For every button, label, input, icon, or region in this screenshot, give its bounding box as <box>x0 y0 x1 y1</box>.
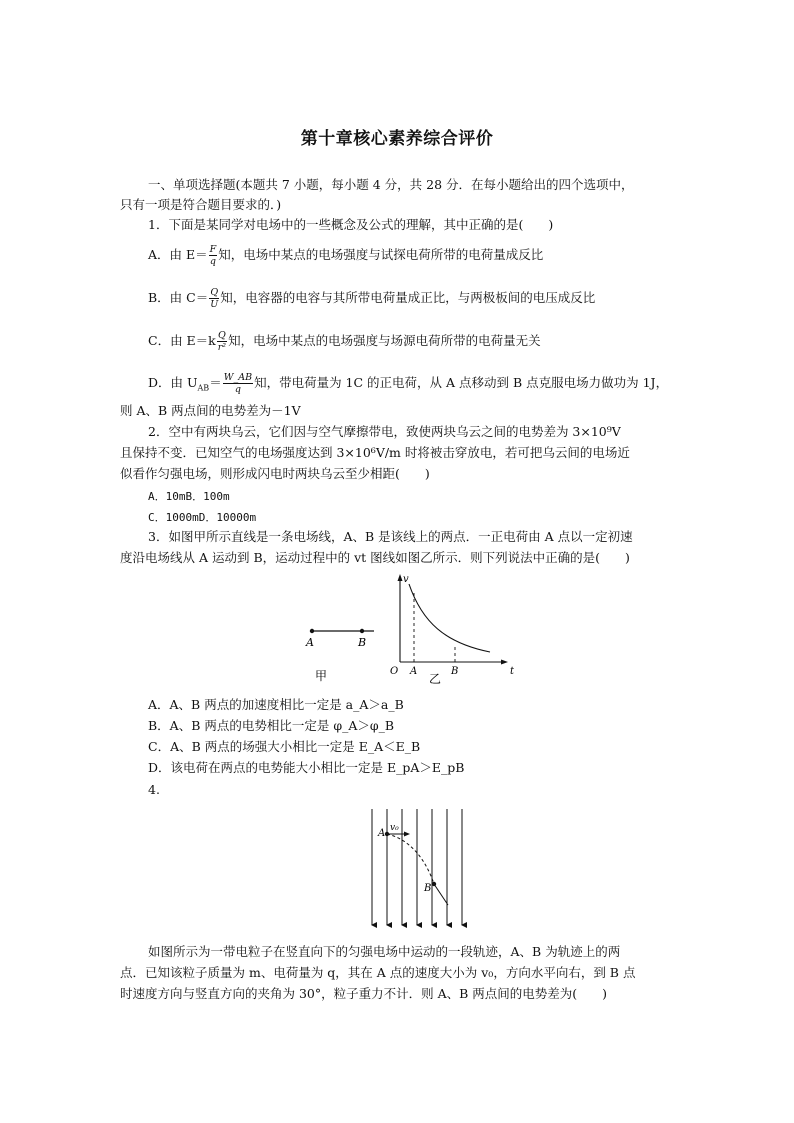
v-t-curve <box>409 584 490 652</box>
fig-yi-axis-v: v <box>403 574 409 585</box>
point-a-dot <box>310 629 314 633</box>
q1-option-b: B．由 C＝ $\frac{Q}{U}$ 知，电容器的电容与其所带电荷量成正比，与两极板间的电压成反比 <box>148 287 596 310</box>
q2-stem-line1: 2．空中有两块乌云，它们因与空气摩擦带电，致使两块乌云之间的电势差为 3×10⁹V <box>148 424 621 439</box>
q4-stem-line2: 点．已知该粒子质量为 m、电荷量为 q，其在 A 点的速度大小为 v₀，方向水平向右，到 B 点 <box>120 965 636 980</box>
q3-option-a: A．A、B 两点的加速度相比一定是 a_A＞a_B <box>148 697 404 712</box>
q4-number: 4. <box>148 782 160 797</box>
velocity-at-b <box>434 884 448 905</box>
q3-option-d: D．该电荷在两点的电势能大小相比一定是 E_pA＞E_pB <box>148 760 465 775</box>
q1-option-d: D．由 $U_{AB}=$ $\frac{W\_AB}{q}$ 知，带电荷量为 1C 的正电荷，从 A 点移动到 B 点克服电场力做功为 1J， <box>148 372 669 395</box>
fig-yi-origin: O <box>390 666 399 677</box>
q1-stem: 1．下面是某同学对电场中的一些概念及公式的理解，其中正确的是( ) <box>148 217 554 232</box>
page-title: 第十章核心素养综合评价 <box>300 129 494 149</box>
q1-option-c: C．由 E＝k $\frac{Q}{\text{r²}}$ 知，电场中某点的电场强度与场源电荷所带的电荷量无关 <box>148 330 541 353</box>
q4-stem-line3: 时速度方向与竖直方向的夹角为 30°，粒子重力不计．则 A、B 两点间的电势差为( ) <box>120 986 608 1001</box>
fig-yi-tick-a: A <box>410 666 418 677</box>
q3-option-c: C．A、B 两点的场强大小相比一定是 E_A＜E_B <box>148 739 421 754</box>
q4-figure <box>360 805 470 933</box>
section-heading-cont: 只有一项是符合题目要求的．) <box>120 197 282 212</box>
field-lines <box>372 809 462 925</box>
fraction: $\frac{F}{q}$ <box>209 244 217 267</box>
fig-label-b: B <box>424 883 432 894</box>
fig-label-v0: v₀ <box>390 823 399 833</box>
q2-options-cd: C．1000mD．10000m <box>148 511 257 524</box>
q2-options-ab: A．10mB．100m <box>148 490 230 503</box>
fig-jia-label-b: B <box>358 636 367 649</box>
q1-option-a: A．由 E＝ $\frac{F}{q}$ 知，电场中某点的电场强度与试探电荷所带的电荷量成反比 <box>148 244 544 267</box>
q3-stem-line1: 3．如图甲所示直线是一条电场线，A、B 是该线上的两点．一正电荷由 A 点以一定初速 <box>148 529 633 544</box>
fig-jia-label-a: A <box>306 636 314 649</box>
q3-stem-line2: 度沿电场线从 A 运动到 B，运动过程中的 vt 图线如图乙所示．则下列说法中正确的是( ) <box>120 550 630 565</box>
t-axis-arrow-icon <box>501 660 508 665</box>
q2-stem-line3: 似看作匀强电场，则形成闪电时两块乌云至少相距( ) <box>120 466 430 481</box>
point-b-dot <box>432 882 436 886</box>
point-a-dot <box>385 832 389 836</box>
point-b-dot <box>360 629 364 633</box>
q4-stem-line1: 如图所示为一带电粒子在竖直向下的匀强电场中运动的一段轨迹，A、B 为轨迹上的两 <box>148 944 621 959</box>
fig-yi-tick-b: B <box>451 666 459 677</box>
fraction: $\frac{W\_AB}{q}$ <box>223 372 253 395</box>
q2-stem-line2: 且保持不变．已知空气的电场强度达到 3×10⁶V/m 时将被击穿放电，若可把乌云间的电场近 <box>120 445 630 460</box>
fig-jia-caption: 甲 <box>315 669 328 683</box>
trajectory <box>387 834 434 884</box>
q1-option-d-cont: 则 A、B 两点间的电势差为－1V <box>120 403 301 418</box>
fig-yi-axis-t: t <box>510 666 515 677</box>
fraction: $\frac{Q}{\text{r²}}$ <box>217 330 227 353</box>
q3-figure <box>290 570 530 688</box>
q3-option-b: B．A、B 两点的电势相比一定是 φ_A＞φ_B <box>148 718 395 733</box>
section-heading: 一、单项选择题(本题共 7 小题，每小题 4 分，共 28 分．在每小题给出的四个选项中， <box>148 177 634 192</box>
fraction: $\frac{Q}{U}$ <box>210 287 219 310</box>
fig-label-a: A <box>378 828 386 839</box>
v0-arrow-head-icon <box>404 832 410 837</box>
v-axis-arrow-icon <box>398 574 403 581</box>
fig-yi-caption: 乙 <box>429 672 442 686</box>
